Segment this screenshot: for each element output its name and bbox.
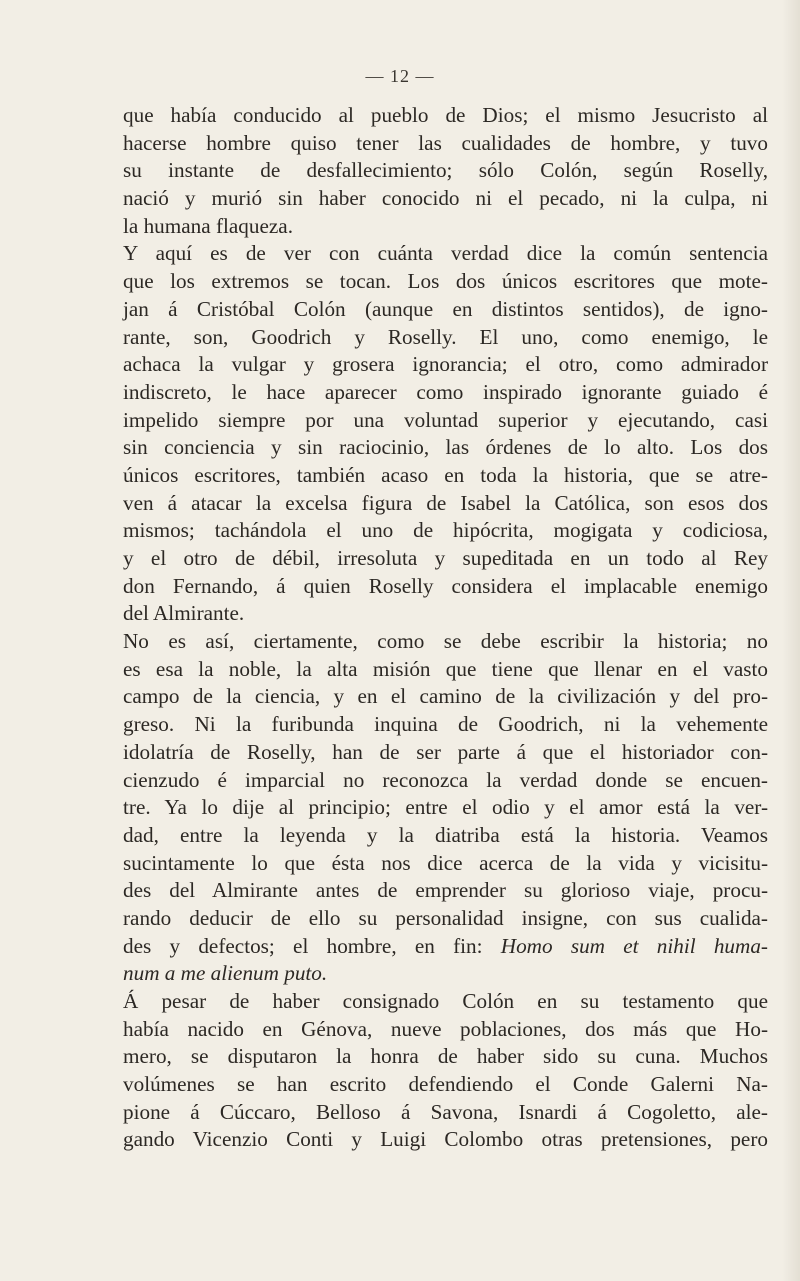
text-line: jan á Cristóbal Colón (aunque en distintos sentidos), de igno- — [123, 296, 768, 321]
text-line: pione á Cúccaro, Belloso á Savona, Isnardi á Cogoletto, ale- — [123, 1099, 768, 1124]
page-edge-shadow — [782, 0, 800, 1281]
text-line: volúmenes se han escrito defendiendo el Conde Galerni Na- — [123, 1072, 768, 1097]
text-line: Á pesar de haber consignado Colón en su testamento que — [123, 989, 768, 1013]
text-line: es esa la noble, la alta misión que tiene que llenar en el vasto — [123, 656, 768, 681]
text-line: greso. Ni la furibunda inquina de Goodrich, ni la vehemente — [123, 712, 768, 737]
text-line: hacerse hombre quiso tener las cualidades de hombre, y tuvo — [123, 130, 768, 155]
text-line: que había conducido al pueblo de Dios; el mismo Jesucristo al — [123, 103, 768, 127]
text-line: sin conciencia y sin raciocinio, las órdenes de lo alto. Los dos — [123, 435, 768, 460]
text-line: había nacido en Génova, nueve poblaciones, dos más que Ho- — [123, 1016, 768, 1041]
text-line: nació y murió sin haber conocido ni el pecado, ni la culpa, ni — [123, 186, 768, 211]
text-line: des del Almirante antes de emprender su glorioso viaje, procu- — [123, 878, 768, 903]
text-line: rante, son, Goodrich y Roselly. El uno, como enemigo, le — [123, 324, 768, 349]
text-line: tre. Ya lo dije al principio; entre el odio y el amor está la ver- — [123, 795, 768, 820]
body-text — [123, 102, 768, 1154]
text-line-with-latin — [123, 933, 768, 961]
text-line: No es así, ciertamente, como se debe escribir la historia; no — [123, 629, 768, 654]
text-line: mismos; tachándola el uno de hipócrita, mogigata y codiciosa, — [123, 518, 768, 543]
text-line: don Fernando, á quien Roselly considera el implacable enemigo — [123, 573, 768, 598]
text-line: idolatría de Roselly, han de ser parte á que el historiador con- — [123, 739, 768, 764]
text-line — [123, 960, 768, 988]
latin-quote: num a me alienum puto. — [123, 961, 328, 986]
text-line: impelido siempre por una voluntad superior y ejecutando, casi — [123, 407, 768, 432]
page-number-header: — 12 — — [365, 66, 435, 86]
text-line: rando deducir de ello su personalidad insigne, con sus cualida- — [123, 905, 768, 930]
text-line: gando Vicenzio Conti y Luigi Colombo otras pretensiones, pero — [123, 1127, 768, 1152]
text-line: la humana flaqueza. — [123, 213, 293, 238]
text-line: que los extremos se tocan. Los dos únicos escritores que mote- — [123, 269, 768, 294]
latin-quote: Homo sum et nihil huma- — [500, 933, 768, 958]
text-segment: des y defectos; el hombre, en fin: — [123, 933, 483, 958]
text-line: campo de la ciencia, y en el camino de la civilización y del pro- — [123, 684, 768, 709]
text-line: achaca la vulgar y grosera ignorancia; el otro, como admirador — [123, 352, 768, 377]
text-line: indiscreto, le hace aparecer como inspirado ignorante guiado é — [123, 379, 768, 404]
text-line: únicos escritores, también acaso en toda la historia, que se atre- — [123, 462, 768, 487]
text-line: mero, se disputaron la honra de haber sido su cuna. Muchos — [123, 1044, 768, 1069]
text-line: dad, entre la leyenda y la diatriba está la historia. Veamos — [123, 822, 768, 847]
text-line: sucintamente lo que ésta nos dice acerca de la vida y vicisitu- — [123, 850, 768, 875]
text-line: del Almirante. — [123, 601, 245, 626]
text-line: y el otro de débil, irresoluta y supeditada en un todo al Rey — [123, 546, 768, 570]
text-line: cienzudo é imparcial no reconozca la verdad donde se encuen- — [123, 767, 768, 792]
text-line: su instante de desfallecimiento; sólo Colón, según Roselly, — [123, 158, 768, 183]
text-line: ven á atacar la excelsa figura de Isabel la Católica, son esos dos — [123, 490, 768, 515]
text-line: Y aquí es de ver con cuánta verdad dice la común sentencia — [123, 241, 768, 266]
